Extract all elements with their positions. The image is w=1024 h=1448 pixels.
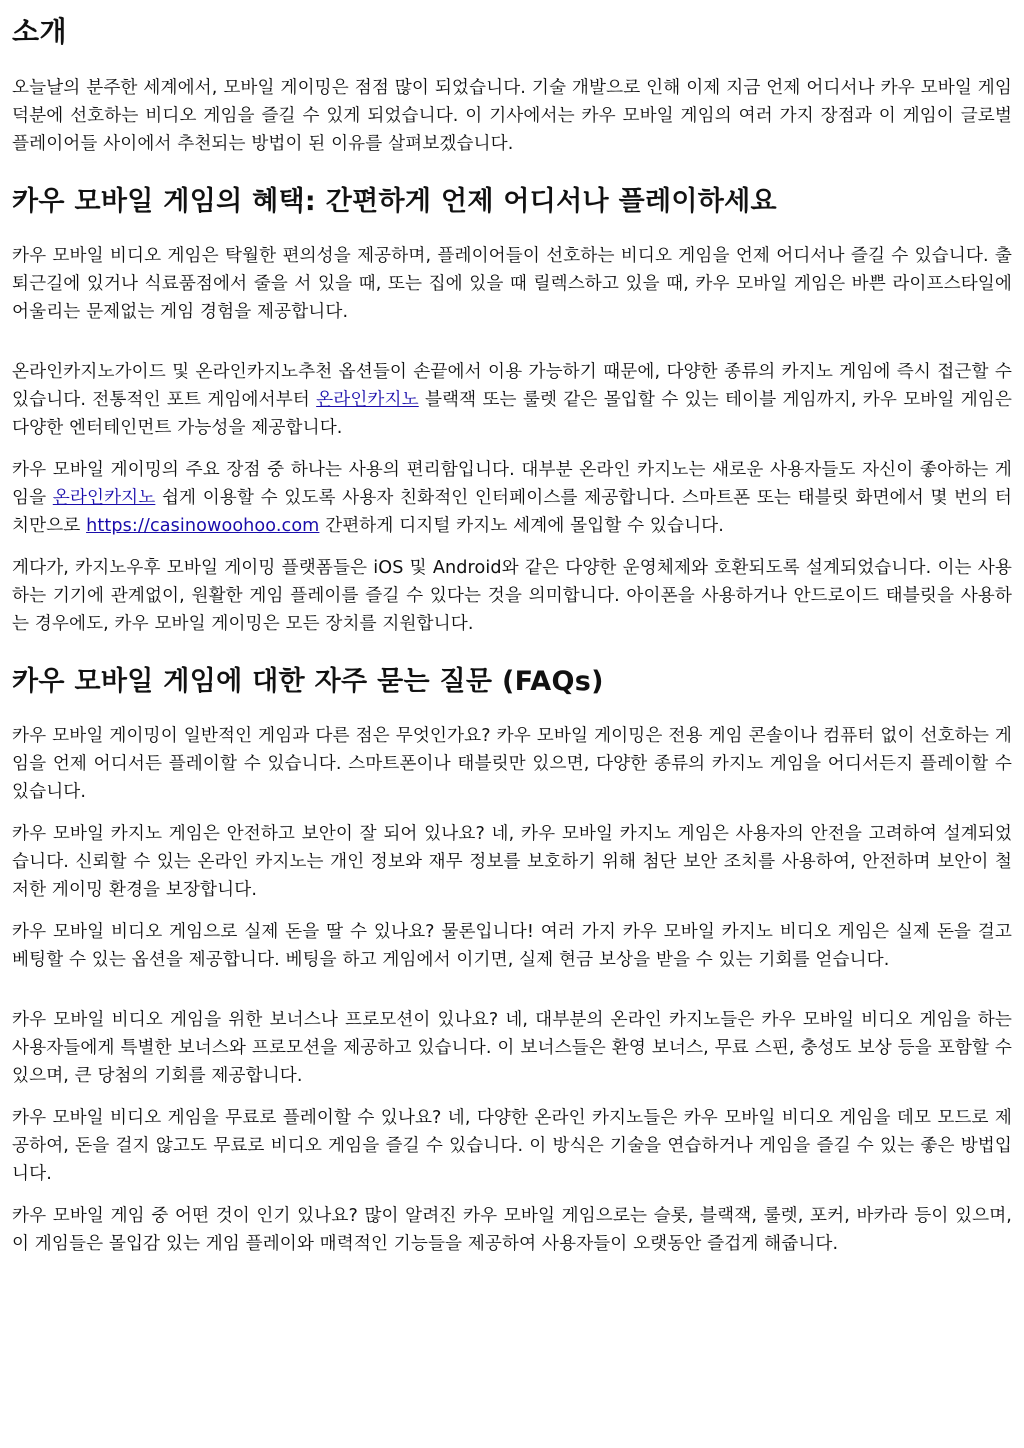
benefits-paragraph-2 (12, 358, 1012, 442)
benefits-paragraph-1: 카우 모바일 비디오 게임은 탁월한 편의성을 제공하며, 플레이어들이 선호하는 비디오 게임을 언제 어디서나 즐길 수 있습니다. 출퇴근길에 있거나 식료품점에서 줄을 서 있을 때, 또는 집에 있을 때 릴렉스하고 있을 때, 카우 모바일 게임은 바쁜 라이프스타일에 어울리는 문제없는 게임 경험을 제공합니다. (12, 246, 1012, 322)
benefits-paragraph-3 (12, 456, 1012, 540)
paragraph-text: 카우 모바일 게이밍의 주요 장점 중 하나는 사용의 편리함입니다. 대부분 온라인 카지노는 새로운 사용자들도 자신이 좋아하는 게임을 (12, 460, 1012, 508)
faq-item: 카우 모바일 게임 중 어떤 것이 인기 있나요? 많이 알려진 카우 모바일 게임으로는 슬롯, 블랙잭, 룰렛, 포커, 바카라 등이 있으며, 이 게임들은 몰입감 있는 게임 플레이와 매력적인 기능들을 제공하여 사용자들이 오랫동안 즐겁게 해줍니다. (12, 1206, 1012, 1254)
intro-heading: 소개 (12, 15, 68, 48)
casinowoohoo-url-link[interactable]: https://casinowoohoo.com (86, 516, 320, 536)
online-casino-link[interactable]: 온라인카지노 (316, 390, 419, 410)
paragraph-text: 쉽게 이용할 수 있도록 사용자 친화적인 인터페이스를 제공합니다. 스마트폰 또는 태블릿 화면에서 몇 번의 터치만으로 (12, 488, 1012, 536)
benefits-paragraph-4: 게다가, 카지노우후 모바일 게이밍 플랫폼들은 iOS 및 Android와 같은 다양한 운영체제와 호환되도록 설계되었습니다. 이는 사용하는 기기에 관계없이, 원활한 게임 플레이를 즐길 수 있다는 것을 의미합니다. 아이폰을 사용하거나 안드로이드 태블릿을 사용하는 경우에도, 카우 모바일 게이밍은 모든 장치를 지원합니다. (12, 558, 1012, 634)
intro-paragraph: 오늘날의 분주한 세계에서, 모바일 게이밍은 점점 많이 되었습니다. 기술 개발으로 인해 이제 지금 언제 어디서나 카우 모바일 게임 덕분에 선호하는 비디오 게임을 즐길 수 있게 되었습니다. 이 기사에서는 카우 모바일 게임의 여러 가지 장점과 이 게임이 글로벌 플레이어들 사이에서 추천되는 방법이 된 이유를 살펴보겠습니다. (12, 78, 1012, 154)
paragraph-text: 온라인카지노가이드 및 온라인카지노추천 옵션들이 손끝에서 이용 가능하기 때문에, 다양한 종류의 카지노 게임에 즉시 접근할 수 있습니다. 전통적인 포트 게임에서부터 (12, 362, 1012, 410)
paragraph-text: 간편하게 디지털 카지노 세계에 몰입할 수 있습니다. (319, 516, 724, 536)
online-casino-link[interactable]: 온라인카지노 (52, 488, 156, 508)
faq-item: 카우 모바일 카지노 게임은 안전하고 보안이 잘 되어 있나요? 네, 카우 모바일 카지노 게임은 사용자의 안전을 고려하여 설계되었습니다. 신뢰할 수 있는 온라인 카지노는 개인 정보와 재무 정보를 보호하기 위해 첨단 보안 조치를 사용하여, 안전하며 보안이 철저한 게이밍 환경을 보장합니다. (12, 824, 1012, 900)
faq-item: 카우 모바일 비디오 게임을 위한 보너스나 프로모션이 있나요? 네, 대부분의 온라인 카지노들은 카우 모바일 비디오 게임을 하는 사용자들에게 특별한 보너스와 프로모션을 제공하고 있습니다. 이 보너스들은 환영 보너스, 무료 스핀, 충성도 보상 등을 포함할 수 있으며, 큰 당첨의 기회를 제공합니다. (12, 1010, 1012, 1086)
faq-heading: 카우 모바일 게임에 대한 자주 묻는 질문 (FAQs) (12, 666, 604, 697)
faq-item: 카우 모바일 비디오 게임을 무료로 플레이할 수 있나요? 네, 다양한 온라인 카지노들은 카우 모바일 비디오 게임을 데모 모드로 제공하여, 돈을 걸지 않고도 무료로 비디오 게임을 즐길 수 있습니다. 이 방식은 기술을 연습하거나 게임을 즐길 수 있는 좋은 방법입니다. (12, 1108, 1012, 1184)
benefits-heading: 카우 모바일 게임의 혜택: 간편하게 언제 어디서나 플레이하세요 (12, 186, 777, 217)
paragraph-text: 블랙잭 또는 룰렛 같은 몰입할 수 있는 테이블 게임까지, 카우 모바일 게임은 다양한 엔터테인먼트 가능성을 제공합니다. (12, 390, 1013, 438)
faq-item: 카우 모바일 게이밍이 일반적인 게임과 다른 점은 무엇인가요? 카우 모바일 게이밍은 전용 게임 콘솔이나 컴퓨터 없이 선호하는 게임을 언제 어디서든 플레이할 수 있습니다. 스마트폰이나 태블릿만 있으면, 다양한 종류의 카지노 게임을 어디서든지 플레이할 수 있습니다. (12, 726, 1012, 802)
faq-item: 카우 모바일 비디오 게임으로 실제 돈을 딸 수 있나요? 물론입니다! 여러 가지 카우 모바일 카지노 비디오 게임은 실제 돈을 걸고 베팅할 수 있는 옵션을 제공합니다. 베팅을 하고 게임에서 이기면, 실제 현금 보상을 받을 수 있는 기회를 얻습니다. (12, 922, 1012, 970)
